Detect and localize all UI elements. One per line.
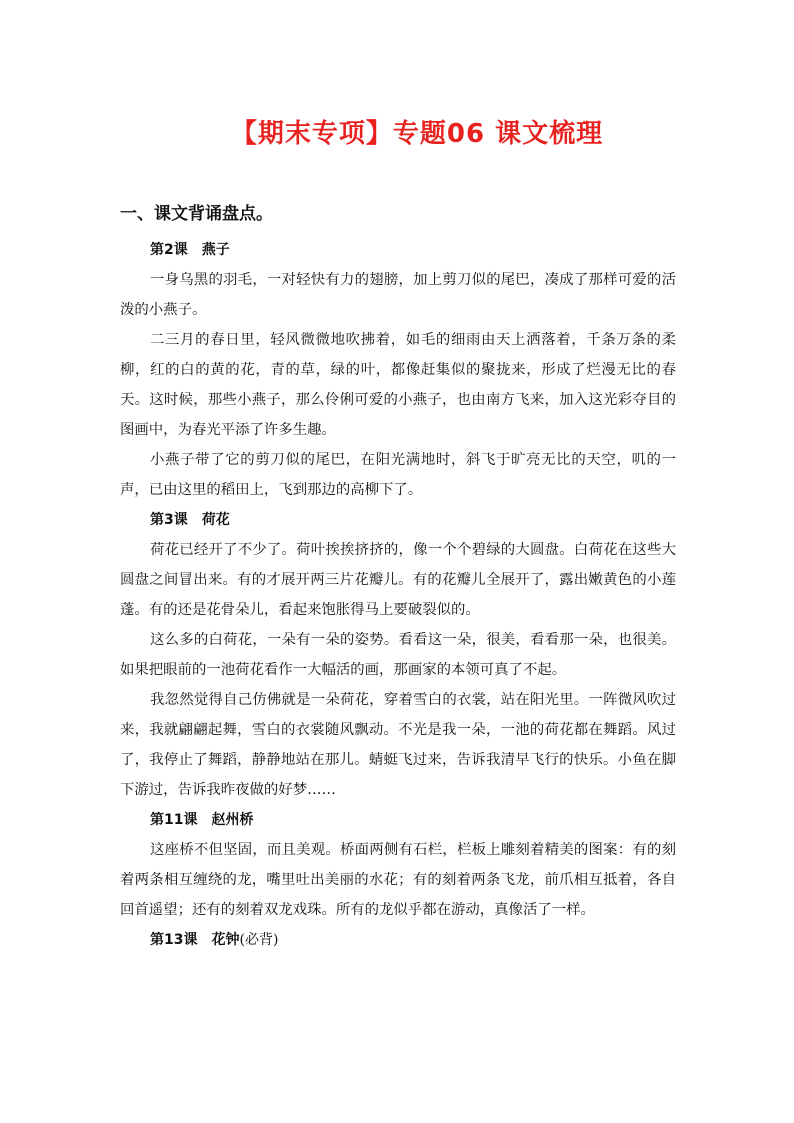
paragraph: 这么多的白荷花，一朵有一朵的姿势。看看这一朵，很美，看看那一朵，也很美。如果把眼前的一池荷花看作一大幅活的画，那画家的本领可真了不起。 <box>120 632 676 678</box>
lesson-3 <box>120 505 676 805</box>
paragraph: 二三月的春日里，轻风微微地吹拂着，如毛的细雨由天上洒落着，千条万条的柔柳，红的白的黄的花，青的草，绿的叶，都像赶集似的聚拢来，形成了烂漫无比的春天。这时候，那些小燕子，那么伶俐可爱的小燕子，也由南方飞来，加入这光彩夺目的图画中，为春光平添了许多生趣。 <box>120 332 676 438</box>
paragraph: 荷花已经开了不少了。荷叶挨挨挤挤的，像一个个碧绿的大圆盘。白荷花在这些大圆盘之间冒出来。有的才展开两三片花瓣儿。有的花瓣儿全展开了，露出嫩黄色的小莲蓬。有的还是花骨朵儿，看起来饱胀得马上要破裂似的。 <box>120 542 676 618</box>
paragraph: 一身乌黑的羽毛，一对轻快有力的翅膀，加上剪刀似的尾巴，凑成了那样可爱的活泼的小燕子。 <box>120 272 676 318</box>
lesson-note: (必背) <box>239 932 279 948</box>
page-title: 【期末专项】专题06 课文梳理 <box>230 119 604 149</box>
paragraph: 小燕子带了它的剪刀似的尾巴，在阳光满地时，斜飞于旷亮无比的天空，叽的一声，已由这里的稻田上，飞到那边的高柳下了。 <box>120 452 676 498</box>
section-heading: 一、课文背诵盘点。 <box>120 204 273 224</box>
lesson-13 <box>120 925 676 955</box>
paragraph: 我忽然觉得自己仿佛就是一朵荷花，穿着雪白的衣裳，站在阳光里。一阵微风吹过来，我就翩翩起舞，雪白的衣裳随风飘动。不光是我一朵，一池的荷花都在舞蹈。风过了，我停止了舞蹈，静静地站在那儿。蜻蜓飞过来，告诉我清早飞行的快乐。小鱼在脚下游过，告诉我昨夜做的好梦…… <box>120 692 676 798</box>
lesson-title: 第2课 燕子 <box>150 242 230 258</box>
lesson-title: 第3课 荷花 <box>150 512 230 528</box>
lesson-title <box>120 925 676 955</box>
lesson-title: 第11课 赵州桥 <box>150 812 254 828</box>
lesson-11 <box>120 805 676 925</box>
lesson-content <box>120 235 676 955</box>
lesson-title-text: 第13课 花钟 <box>150 932 240 948</box>
paragraph: 这座桥不但坚固，而且美观。桥面两侧有石栏，栏板上雕刻着精美的图案：有的刻着两条相互缠绕的龙，嘴里吐出美丽的水花；有的刻着两条飞龙，前爪相互抵着，各自回首遥望；还有的刻着双龙戏珠。所有的龙似乎都在游动，真像活了一样。 <box>120 842 676 918</box>
lesson-2 <box>120 235 676 505</box>
